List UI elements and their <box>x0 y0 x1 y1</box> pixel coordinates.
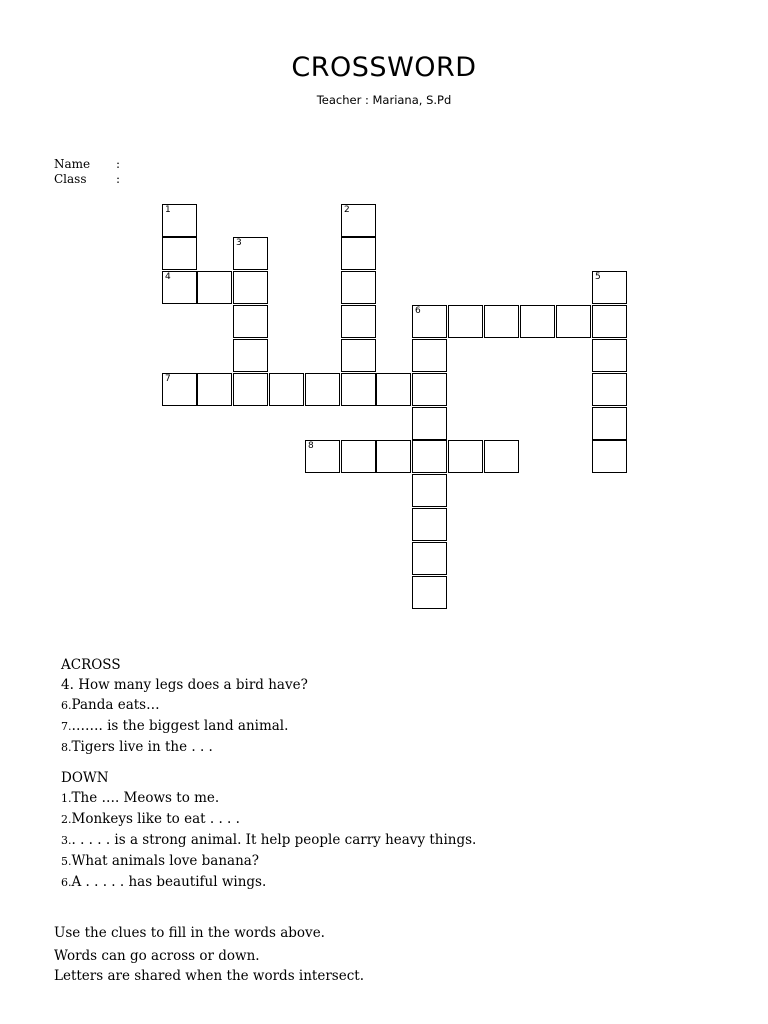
grid-cell[interactable] <box>376 373 411 406</box>
grid-cell[interactable] <box>341 440 376 473</box>
clue-number: 5. <box>61 855 72 868</box>
grid-cell[interactable] <box>341 373 376 406</box>
clue-number: 3. <box>61 834 72 847</box>
clue-number: 4. <box>61 677 74 693</box>
down-heading: DOWN <box>61 770 109 786</box>
grid-cell[interactable] <box>592 407 627 440</box>
grid-cell[interactable] <box>162 271 197 304</box>
clue-number-6: 6 <box>415 306 421 316</box>
grid-cell[interactable] <box>592 271 627 304</box>
clue-number-1: 1 <box>165 205 171 215</box>
grid-cell[interactable] <box>197 271 232 304</box>
name-separator: : <box>116 157 121 171</box>
grid-cell[interactable] <box>592 373 627 406</box>
grid-cell[interactable] <box>412 508 447 541</box>
clue-number: 7. <box>61 720 72 733</box>
grid-cell[interactable] <box>412 373 447 406</box>
clue-item <box>61 830 476 851</box>
clue-number-7: 7 <box>165 374 171 384</box>
clue-number: 6. <box>61 699 72 712</box>
grid-cell[interactable] <box>448 440 483 473</box>
across-clues <box>61 655 308 758</box>
clue-number: 1. <box>61 792 72 805</box>
grid-cell[interactable] <box>305 440 340 473</box>
instruction-line: Letters are shared when the words intersect. <box>54 968 364 984</box>
grid-cell[interactable] <box>162 204 197 237</box>
clue-number: 2. <box>61 813 72 826</box>
grid-cell[interactable] <box>233 237 268 270</box>
clue-text: Tigers live in the . . . <box>71 739 213 755</box>
clue-item <box>61 788 476 809</box>
clue-text: What animals love banana? <box>71 853 260 869</box>
grid-cell[interactable] <box>412 339 447 372</box>
grid-cell[interactable] <box>162 373 197 406</box>
grid-cell[interactable] <box>197 373 232 406</box>
grid-cell[interactable] <box>341 305 376 338</box>
across-heading: ACROSS <box>61 657 121 673</box>
grid-cell[interactable] <box>592 339 627 372</box>
clue-item <box>61 809 476 830</box>
clue-number-5: 5 <box>595 272 601 282</box>
grid-cell[interactable] <box>412 576 447 609</box>
grid-cell[interactable] <box>592 440 627 473</box>
teacher-name: Teacher : Mariana, S.Pd <box>316 93 452 107</box>
clue-text: . . . . . is a strong animal. It help people carry heavy things. <box>71 832 477 848</box>
clue-text: The …. Meows to me. <box>71 790 220 806</box>
grid-cell[interactable] <box>412 474 447 507</box>
clue-number: 8. <box>61 741 72 754</box>
clue-number: 6. <box>61 876 72 889</box>
grid-cell[interactable] <box>233 271 268 304</box>
down-clues <box>61 768 476 893</box>
grid-cell[interactable] <box>484 440 519 473</box>
grid-cell[interactable] <box>412 440 447 473</box>
grid-cell[interactable] <box>233 339 268 372</box>
clue-text: ……. is the biggest land animal. <box>71 718 289 734</box>
page-title: CROSSWORD <box>291 52 477 83</box>
grid-cell[interactable] <box>341 237 376 270</box>
grid-cell[interactable] <box>341 339 376 372</box>
clue-number-4: 4 <box>165 272 171 282</box>
grid-cell[interactable] <box>341 271 376 304</box>
grid-cell[interactable] <box>269 373 304 406</box>
clue-item <box>61 675 308 695</box>
class-separator: : <box>116 172 121 186</box>
class-label: Class <box>54 172 87 186</box>
grid-cell[interactable] <box>412 305 447 338</box>
grid-cell[interactable] <box>592 305 627 338</box>
clue-item <box>61 737 308 758</box>
grid-cell[interactable] <box>305 373 340 406</box>
grid-cell[interactable] <box>412 407 447 440</box>
clue-item <box>61 716 308 737</box>
clue-number-8: 8 <box>308 441 314 451</box>
grid-cell[interactable] <box>341 204 376 237</box>
clue-text: How many legs does a bird have? <box>78 677 308 693</box>
clue-item <box>61 695 308 716</box>
clue-text: Panda eats… <box>71 697 160 713</box>
grid-cell[interactable] <box>233 305 268 338</box>
grid-cell[interactable] <box>520 305 555 338</box>
grid-cell[interactable] <box>484 305 519 338</box>
grid-cell[interactable] <box>233 373 268 406</box>
grid-cell[interactable] <box>376 440 411 473</box>
instruction-line: Words can go across or down. <box>54 948 260 964</box>
clue-item <box>61 851 476 872</box>
clue-number-2: 2 <box>344 205 350 215</box>
clue-item <box>61 872 476 893</box>
grid-cell[interactable] <box>556 305 591 338</box>
grid-cell[interactable] <box>448 305 483 338</box>
instruction-line: Use the clues to fill in the words above. <box>54 925 325 941</box>
grid-cell[interactable] <box>162 237 197 270</box>
name-label: Name <box>54 157 91 171</box>
clue-text: A . . . . . has beautiful wings. <box>71 874 267 890</box>
clue-number-3: 3 <box>236 238 242 248</box>
clue-text: Monkeys like to eat . . . . <box>71 811 240 827</box>
grid-cell[interactable] <box>412 542 447 575</box>
